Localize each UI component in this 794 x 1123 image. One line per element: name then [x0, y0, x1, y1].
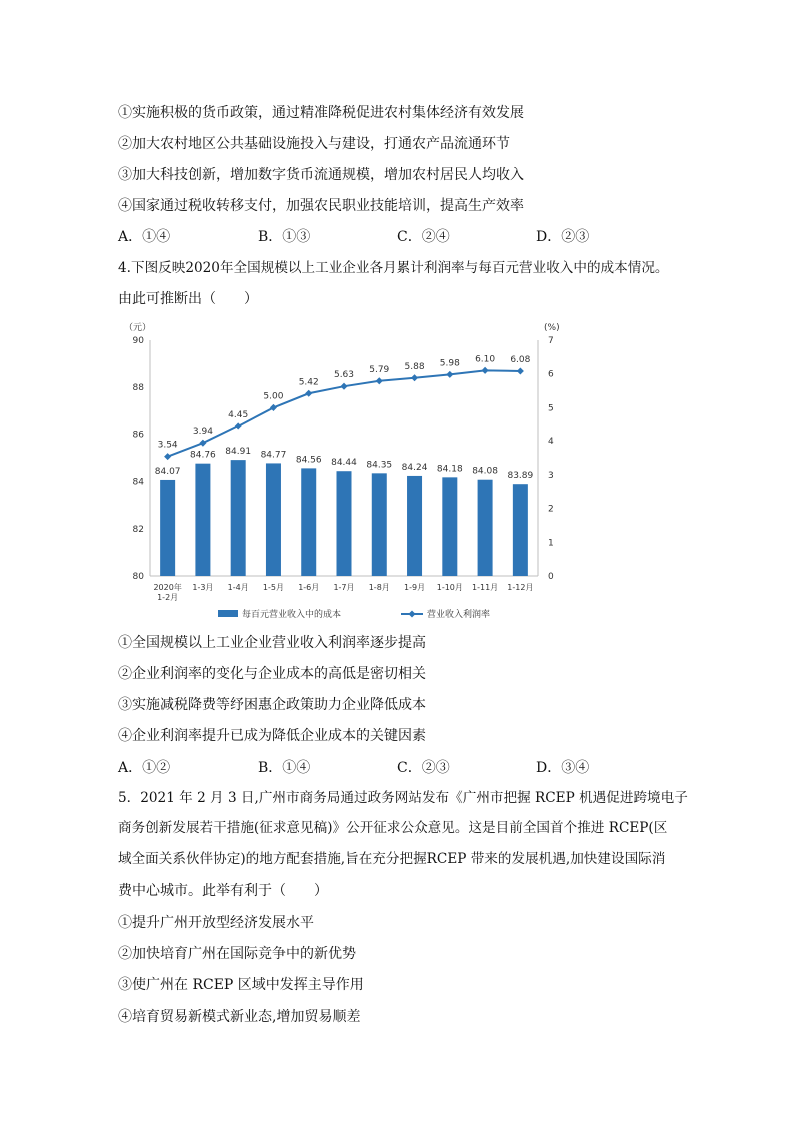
q4-choice-b: B．①④	[258, 760, 311, 776]
legend-bar-label: 每百元营业收入中的成本	[242, 610, 342, 620]
x-axis-category-label: 2020年 1-2月	[153, 583, 182, 602]
q4-choice-d: D．③④	[536, 760, 590, 776]
right-axis-tick-label: 0	[548, 572, 554, 582]
q4-option-item-1: ①全国规模以上工业企业营业收入利润率逐步提高	[118, 635, 426, 651]
left-axis-tick-label: 86	[132, 430, 144, 441]
q5-option-item-1: ①提升广州开放型经济发展水平	[118, 915, 314, 931]
profit-rate-point-4	[270, 404, 277, 411]
bar-data-label: 84.44	[331, 458, 357, 469]
bar-cost-7	[372, 473, 387, 576]
bar-data-label: 84.18	[436, 464, 463, 475]
x-axis-category-label: 1-9月	[404, 583, 426, 592]
x-axis-category-label: 1-7月	[333, 583, 355, 592]
legend-bar-swatch	[218, 610, 238, 617]
bar-data-label: 84.08	[472, 466, 498, 477]
legend-line-label: 营业收入利润率	[427, 610, 491, 620]
left-axis-tick-label: 88	[132, 383, 144, 394]
left-axis-tick-label: 82	[132, 524, 144, 535]
line-data-label: 5.79	[369, 364, 390, 375]
profit-rate-point-9	[446, 371, 453, 378]
bar-cost-11	[513, 484, 528, 576]
profit-rate-point-2	[199, 440, 206, 447]
x-axis-category-label: 1-8月	[368, 583, 390, 592]
bar-data-label: 84.56	[295, 455, 322, 466]
line-data-label: 5.88	[404, 361, 425, 372]
profit-rate-point-7	[376, 377, 383, 384]
bar-data-label: 84.77	[260, 450, 287, 461]
profit-rate-point-5	[305, 390, 312, 397]
q3-choice-d: D．②③	[536, 229, 590, 245]
right-axis-unit: (%)	[544, 323, 560, 333]
bar-cost-4	[266, 463, 281, 576]
bar-cost-2	[195, 464, 210, 576]
bar-cost-3	[231, 460, 246, 576]
line-data-label: 5.00	[263, 391, 284, 402]
q3-option-item-4: ④国家通过税收转移支付，加强农民职业技能培训，提高生产效率	[118, 198, 524, 214]
left-axis-tick-label: 80	[132, 572, 144, 582]
bar-data-label: 84.35	[366, 460, 393, 471]
x-axis-category-label: 1-11月	[472, 583, 499, 592]
right-axis-tick-label: 4	[548, 437, 554, 448]
right-axis-tick-label: 1	[548, 538, 554, 549]
q5-stem-line-4: 费中心城市。此举有利于（ ）	[118, 883, 328, 899]
q5-stem-line-2: 商务创新发展若干措施(征求意见稿)》公开征求公众意见。这是目前全国首个推进 RCEP(区	[118, 820, 668, 836]
bar-data-label: 83.89	[507, 471, 534, 482]
profit-rate-point-3	[235, 422, 242, 429]
q4-stem-line-2: 由此可推断出（ ）	[118, 291, 258, 307]
x-axis-category-label: 1-4月	[227, 583, 249, 592]
right-axis-tick-label: 6	[548, 369, 554, 380]
line-data-label: 5.42	[298, 377, 319, 388]
x-axis-category-label: 1-5月	[262, 583, 284, 592]
line-data-label: 4.45	[228, 409, 249, 420]
q3-choice-c: C．②④	[397, 229, 450, 245]
q4-option-item-3: ③实施减税降费等纾困惠企政策助力企业降低成本	[118, 697, 426, 713]
q4-stem-line-1: 4.下图反映2020年全国规模以上工业企业各月累计利润率与每百元营业收入中的成本情况。	[118, 260, 669, 276]
q3-choice-a: A．①④	[118, 229, 171, 245]
x-axis-category-label: 1-12月	[507, 583, 534, 592]
left-axis-unit: （元）	[124, 323, 152, 333]
q4-chart	[118, 318, 588, 630]
q5-option-item-4: ④培育贸易新模式新业态,增加贸易顺差	[118, 1009, 361, 1025]
right-axis-tick-label: 5	[548, 403, 554, 414]
right-axis-tick-label: 3	[548, 470, 554, 481]
q5-stem-line-3: 域全面关系伙伴协定)的地方配套措施,旨在充分把握RCEP 带来的发展机遇,加快建设国际消	[118, 851, 666, 867]
right-axis-tick-label: 7	[548, 336, 554, 346]
bar-cost-6	[337, 471, 352, 576]
q4-choice-a: A．①②	[118, 760, 171, 776]
bar-data-label: 84.24	[401, 462, 428, 473]
bar-cost-1	[160, 480, 175, 576]
line-data-label: 6.10	[475, 354, 496, 365]
q5-option-item-2: ②加快培育广州在国际竞争中的新优势	[118, 946, 356, 962]
bar-data-label: 84.07	[154, 466, 181, 477]
q3-option-item-1: ①实施积极的货币政策，通过精准降税促进农村集体经济有效发展	[118, 105, 524, 121]
bar-data-label: 84.91	[225, 447, 252, 458]
profit-rate-point-8	[411, 374, 418, 381]
q4-option-item-2: ②企业利润率的变化与企业成本的高低是密切相关	[118, 666, 426, 682]
x-axis-category-label: 1-10月	[436, 583, 463, 592]
x-axis-category-label: 1-3月	[192, 583, 214, 592]
q5-option-item-3: ③使广州在 RCEP 区域中发挥主导作用	[118, 977, 364, 993]
bar-cost-8	[407, 476, 422, 576]
profit-rate-point-6	[340, 383, 347, 390]
line-data-label: 3.94	[192, 427, 213, 438]
q4-option-item-4: ④企业利润率提升已成为降低企业成本的关键因素	[118, 728, 426, 744]
profit-rate-point-10	[482, 367, 489, 374]
bar-cost-10	[478, 480, 493, 576]
q4-choice-c: C．②③	[397, 760, 450, 776]
x-axis-category-label: 1-6月	[298, 583, 320, 592]
line-data-label: 5.63	[333, 370, 355, 381]
q3-option-item-2: ②加大农村地区公共基础设施投入与建设，打通农产品流通环节	[118, 136, 510, 152]
q5-stem-line-1: 5．2021 年 2 月 3 日,广州市商务局通过政务网站发布《广州市把握 RCEP 机遇促进跨境电子	[118, 790, 688, 806]
profit-rate-point-1	[164, 453, 171, 460]
q3-option-item-3: ③加大科技创新，增加数字货币流通规模，增加农村居民人均收入	[118, 167, 524, 183]
profit-rate-point-11	[517, 367, 524, 374]
line-data-label: 3.54	[157, 440, 178, 451]
left-axis-tick-label: 84	[132, 477, 144, 488]
left-axis-tick-label: 90	[132, 336, 144, 346]
right-axis-tick-label: 2	[548, 504, 554, 515]
line-data-label: 5.98	[439, 358, 460, 369]
bar-cost-9	[442, 477, 457, 576]
line-data-label: 6.08	[510, 355, 531, 366]
legend-line-marker	[408, 610, 415, 617]
bar-data-label: 84.76	[190, 450, 216, 461]
bar-cost-5	[301, 468, 316, 576]
q3-choice-b: B．①③	[258, 229, 311, 245]
